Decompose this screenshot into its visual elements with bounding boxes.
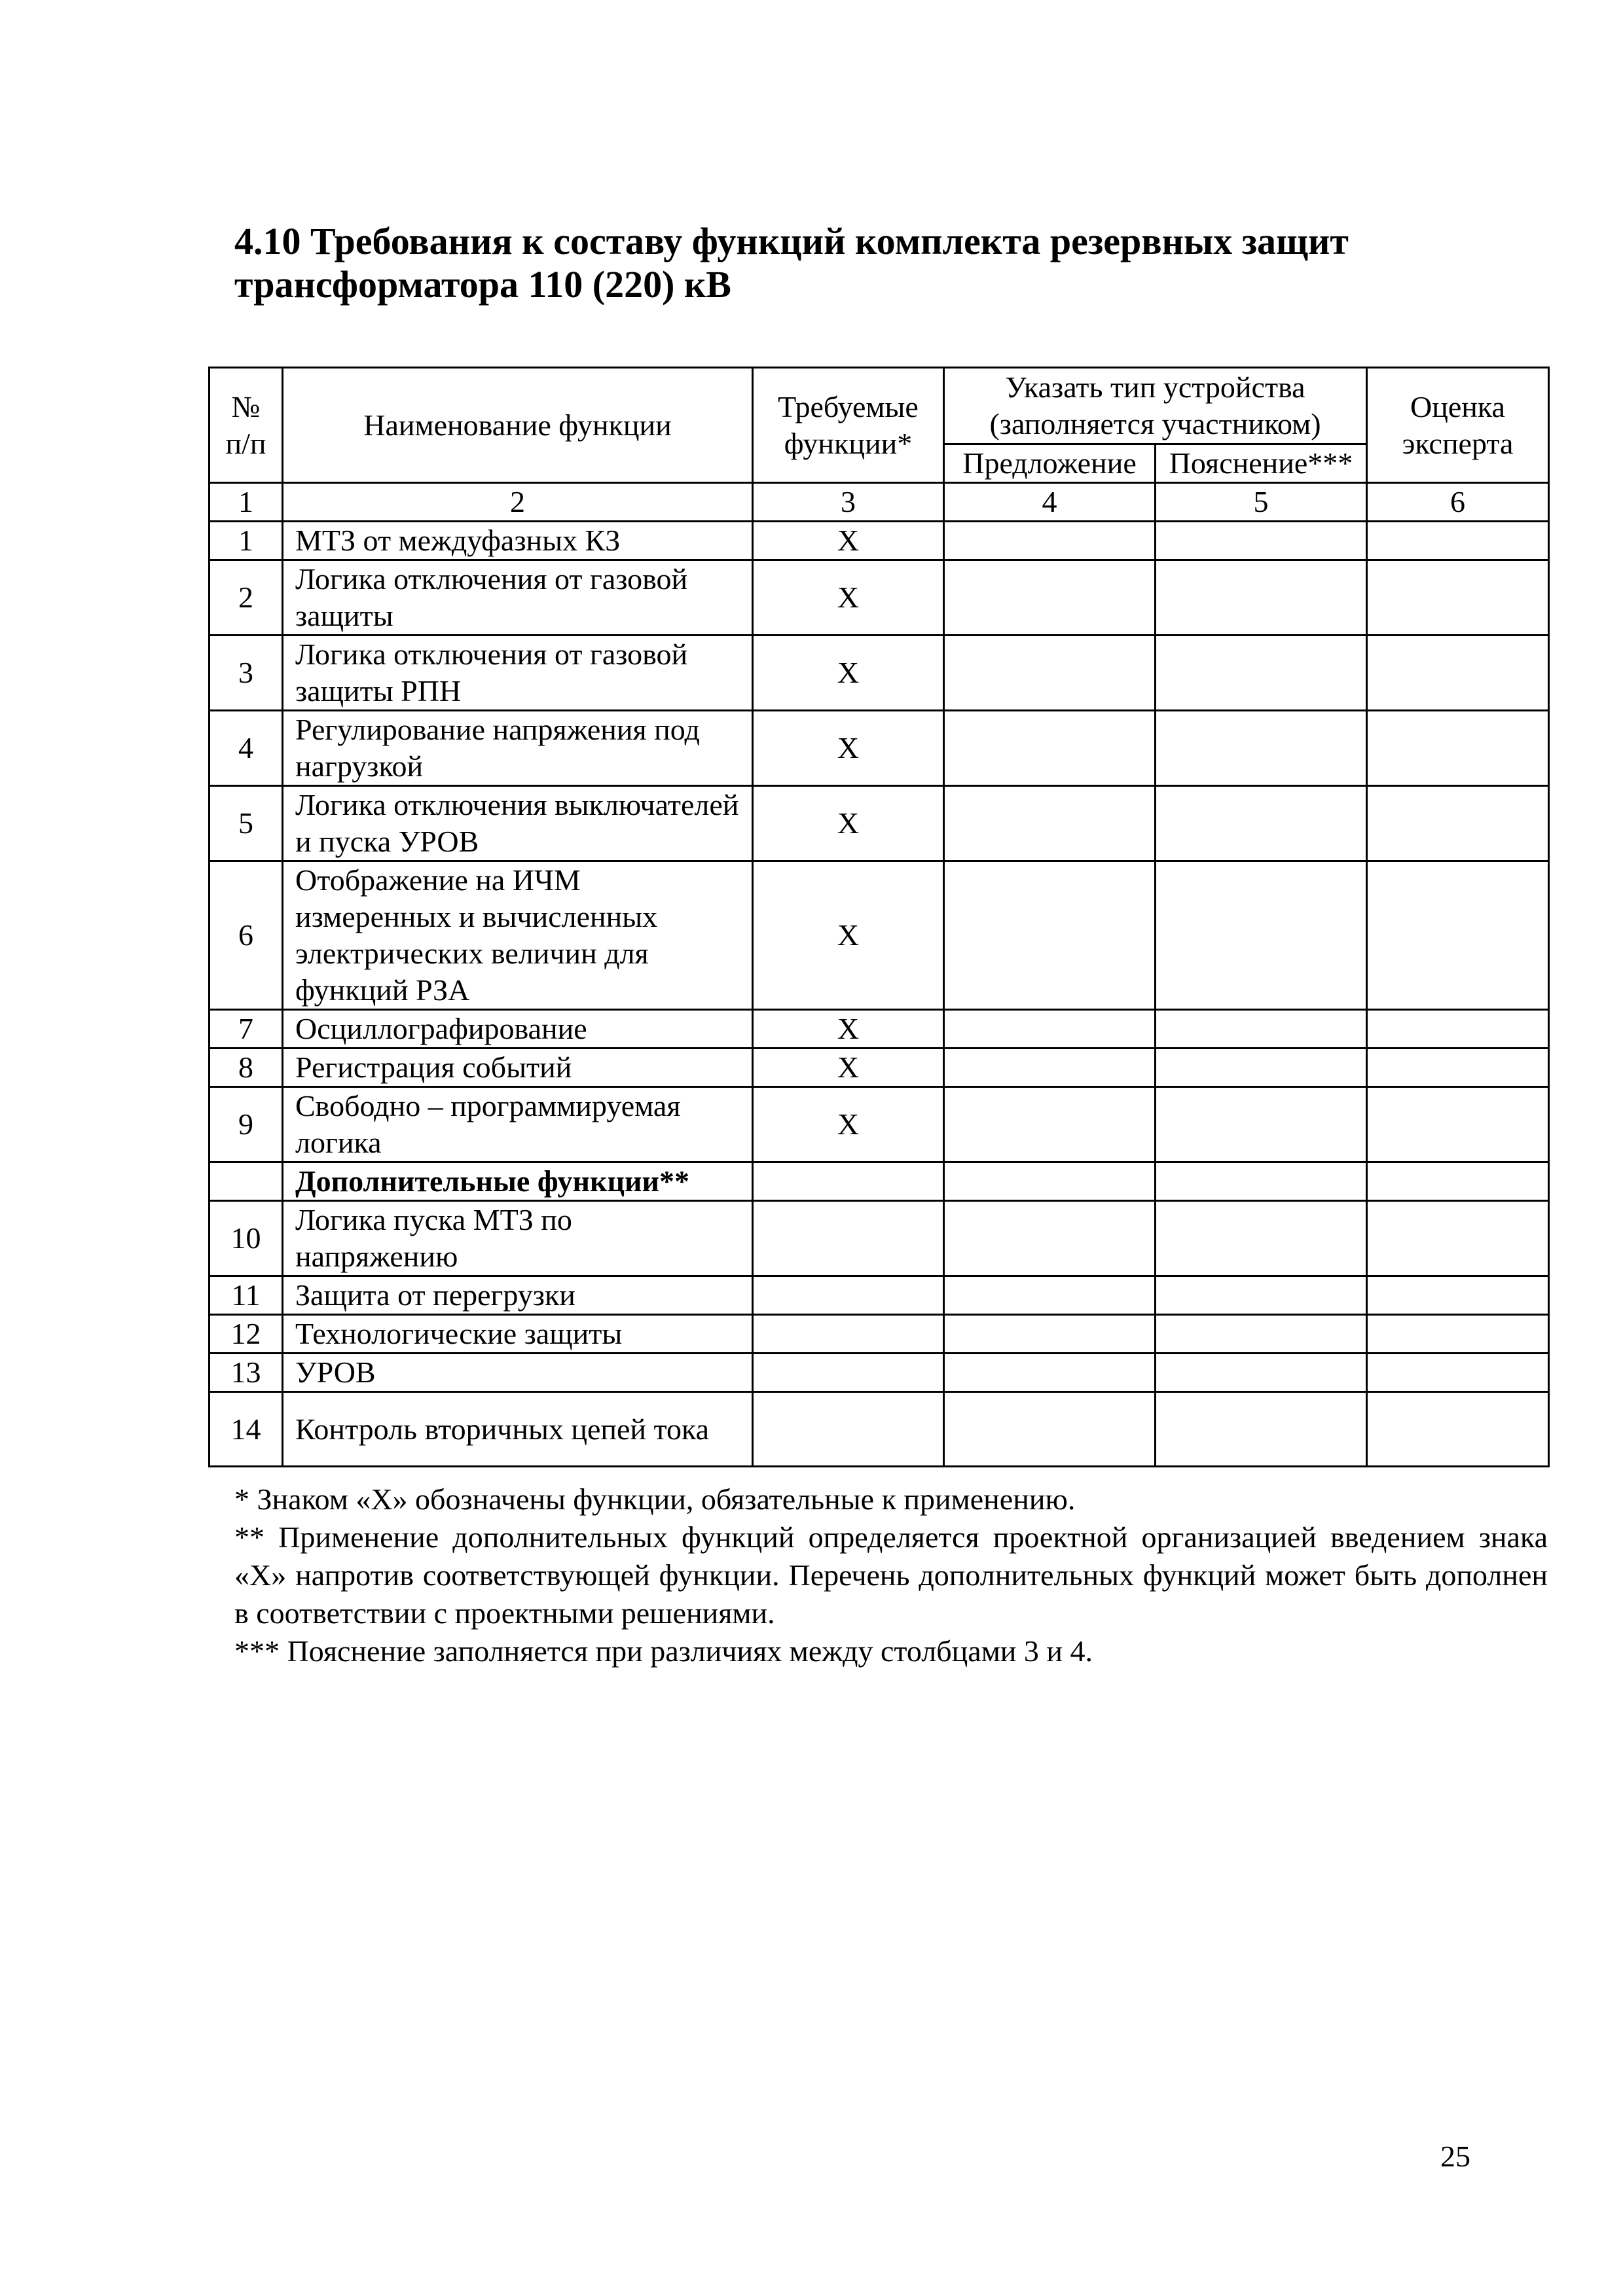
function-name: МТЗ от междуфазных КЗ	[283, 522, 753, 560]
row-number: 12	[210, 1315, 283, 1354]
proposal-cell	[944, 1087, 1156, 1162]
table-row	[210, 1162, 1549, 1201]
function-name: Защита от перегрузки	[283, 1276, 753, 1315]
table-row	[210, 1392, 1549, 1467]
row-number: 11	[210, 1276, 283, 1315]
proposal-cell	[944, 1315, 1156, 1354]
explanation-cell	[1156, 1315, 1367, 1354]
header-proposal: Предложение	[944, 444, 1156, 483]
required-mark: X	[753, 786, 944, 861]
header-num: № п/п	[210, 368, 283, 483]
row-number: 1	[210, 522, 283, 560]
row-number: 5	[210, 786, 283, 861]
table-row	[210, 560, 1549, 636]
table-row	[210, 1010, 1549, 1049]
table-row	[210, 1087, 1549, 1162]
function-name: Дополнительные функции**	[283, 1162, 753, 1201]
proposal-cell	[944, 786, 1156, 861]
explanation-cell	[1156, 711, 1367, 786]
proposal-cell	[944, 711, 1156, 786]
proposal-cell	[944, 522, 1156, 560]
function-name: Осциллографирование	[283, 1010, 753, 1049]
footnotes	[234, 1480, 1548, 1670]
required-mark	[753, 1315, 944, 1354]
explanation-cell	[1156, 861, 1367, 1010]
required-mark: X	[753, 861, 944, 1010]
function-name: Отображение на ИЧМ измеренных и вычисленных электрических величин для функций РЗА	[283, 861, 753, 1010]
table-row	[210, 636, 1549, 711]
row-number: 7	[210, 1010, 283, 1049]
column-number: 2	[283, 483, 753, 522]
required-mark	[753, 1392, 944, 1467]
required-mark: X	[753, 1049, 944, 1087]
row-number: 13	[210, 1354, 283, 1392]
function-name: Логика пуска МТЗ по напряжению	[283, 1201, 753, 1276]
header-explanation: Пояснение***	[1156, 444, 1367, 483]
expert-cell	[1367, 786, 1549, 861]
footnote: *** Пояснение заполняется при различиях между столбцами 3 и 4.	[234, 1634, 1093, 1668]
footnote: ** Применение дополнительных функций определяется проектной организацией введением знака «Х» напротив соответствующей функции. Перечень дополнительных функций может быть дополнен в соответствии с проектными решениями.	[234, 1520, 1548, 1630]
row-number: 4	[210, 711, 283, 786]
explanation-cell	[1156, 560, 1367, 636]
table-row	[210, 522, 1549, 560]
header-device-type: Указать тип устройства (заполняется участником)	[944, 368, 1367, 444]
expert-cell	[1367, 1087, 1549, 1162]
column-number: 5	[1156, 483, 1367, 522]
proposal-cell	[944, 1049, 1156, 1087]
required-mark: X	[753, 560, 944, 636]
function-name: Регистрация событий	[283, 1049, 753, 1087]
table-body	[210, 522, 1549, 1467]
row-number: 2	[210, 560, 283, 636]
header-name: Наименование функции	[283, 368, 753, 483]
expert-cell	[1367, 1392, 1549, 1467]
table-row	[210, 1201, 1549, 1276]
explanation-cell	[1156, 1010, 1367, 1049]
proposal-cell	[944, 1010, 1156, 1049]
function-name: Свободно – программируемая логика	[283, 1087, 753, 1162]
requirements-table	[208, 367, 1550, 1467]
row-number: 14	[210, 1392, 283, 1467]
required-mark: X	[753, 1010, 944, 1049]
row-number: 10	[210, 1201, 283, 1276]
table-row	[210, 1315, 1549, 1354]
expert-cell	[1367, 560, 1549, 636]
required-mark: X	[753, 1087, 944, 1162]
row-number: 6	[210, 861, 283, 1010]
explanation-cell	[1156, 1276, 1367, 1315]
table-row	[210, 786, 1549, 861]
expert-cell	[1367, 1315, 1549, 1354]
expert-cell	[1367, 711, 1549, 786]
required-mark	[753, 1201, 944, 1276]
explanation-cell	[1156, 1201, 1367, 1276]
required-mark	[753, 1276, 944, 1315]
function-name: Логика отключения от газовой защиты РПН	[283, 636, 753, 711]
explanation-cell	[1156, 1049, 1367, 1087]
expert-cell	[1367, 1354, 1549, 1392]
table-row	[210, 861, 1549, 1010]
required-mark: X	[753, 711, 944, 786]
page-number: 25	[1440, 2140, 1470, 2173]
expert-cell	[1367, 1162, 1549, 1201]
column-number: 6	[1367, 483, 1549, 522]
expert-cell	[1367, 1010, 1549, 1049]
column-number-row	[210, 483, 1549, 522]
column-number: 3	[753, 483, 944, 522]
expert-cell	[1367, 1276, 1549, 1315]
expert-cell	[1367, 522, 1549, 560]
table-row	[210, 1049, 1549, 1087]
expert-cell	[1367, 861, 1549, 1010]
explanation-cell	[1156, 1392, 1367, 1467]
function-name: Контроль вторичных цепей тока	[283, 1392, 753, 1467]
required-mark	[753, 1354, 944, 1392]
explanation-cell	[1156, 1354, 1367, 1392]
header-required: Требуемые функции*	[753, 368, 944, 483]
row-number: 9	[210, 1087, 283, 1162]
proposal-cell	[944, 1201, 1156, 1276]
explanation-cell	[1156, 786, 1367, 861]
header-row	[210, 368, 1549, 444]
proposal-cell	[944, 636, 1156, 711]
required-mark: X	[753, 522, 944, 560]
header-expert: Оценка эксперта	[1367, 368, 1549, 483]
proposal-cell	[944, 1354, 1156, 1392]
section-title: 4.10 Требования к составу функций комплекта резервных защит трансформатора 110 (220) кВ	[234, 220, 1349, 306]
table-row	[210, 1276, 1549, 1315]
proposal-cell	[944, 560, 1156, 636]
proposal-cell	[944, 1276, 1156, 1315]
row-number: 3	[210, 636, 283, 711]
required-mark: X	[753, 636, 944, 711]
proposal-cell	[944, 1392, 1156, 1467]
expert-cell	[1367, 636, 1549, 711]
table-row	[210, 711, 1549, 786]
column-number: 4	[944, 483, 1156, 522]
function-name: Логика отключения выключателей и пуска УРОВ	[283, 786, 753, 861]
explanation-cell	[1156, 636, 1367, 711]
explanation-cell	[1156, 1162, 1367, 1201]
table-row	[210, 1354, 1549, 1392]
row-number	[210, 1162, 283, 1201]
function-name: Технологические защиты	[283, 1315, 753, 1354]
explanation-cell	[1156, 1087, 1367, 1162]
proposal-cell	[944, 1162, 1156, 1201]
function-name: Логика отключения от газовой защиты	[283, 560, 753, 636]
explanation-cell	[1156, 522, 1367, 560]
proposal-cell	[944, 861, 1156, 1010]
function-name: Регулирование напряжения под нагрузкой	[283, 711, 753, 786]
expert-cell	[1367, 1049, 1549, 1087]
function-name: УРОВ	[283, 1354, 753, 1392]
footnote: * Знаком «Х» обозначены функции, обязательные к применению.	[234, 1482, 1076, 1516]
required-mark	[753, 1162, 944, 1201]
expert-cell	[1367, 1201, 1549, 1276]
row-number: 8	[210, 1049, 283, 1087]
column-number: 1	[210, 483, 283, 522]
